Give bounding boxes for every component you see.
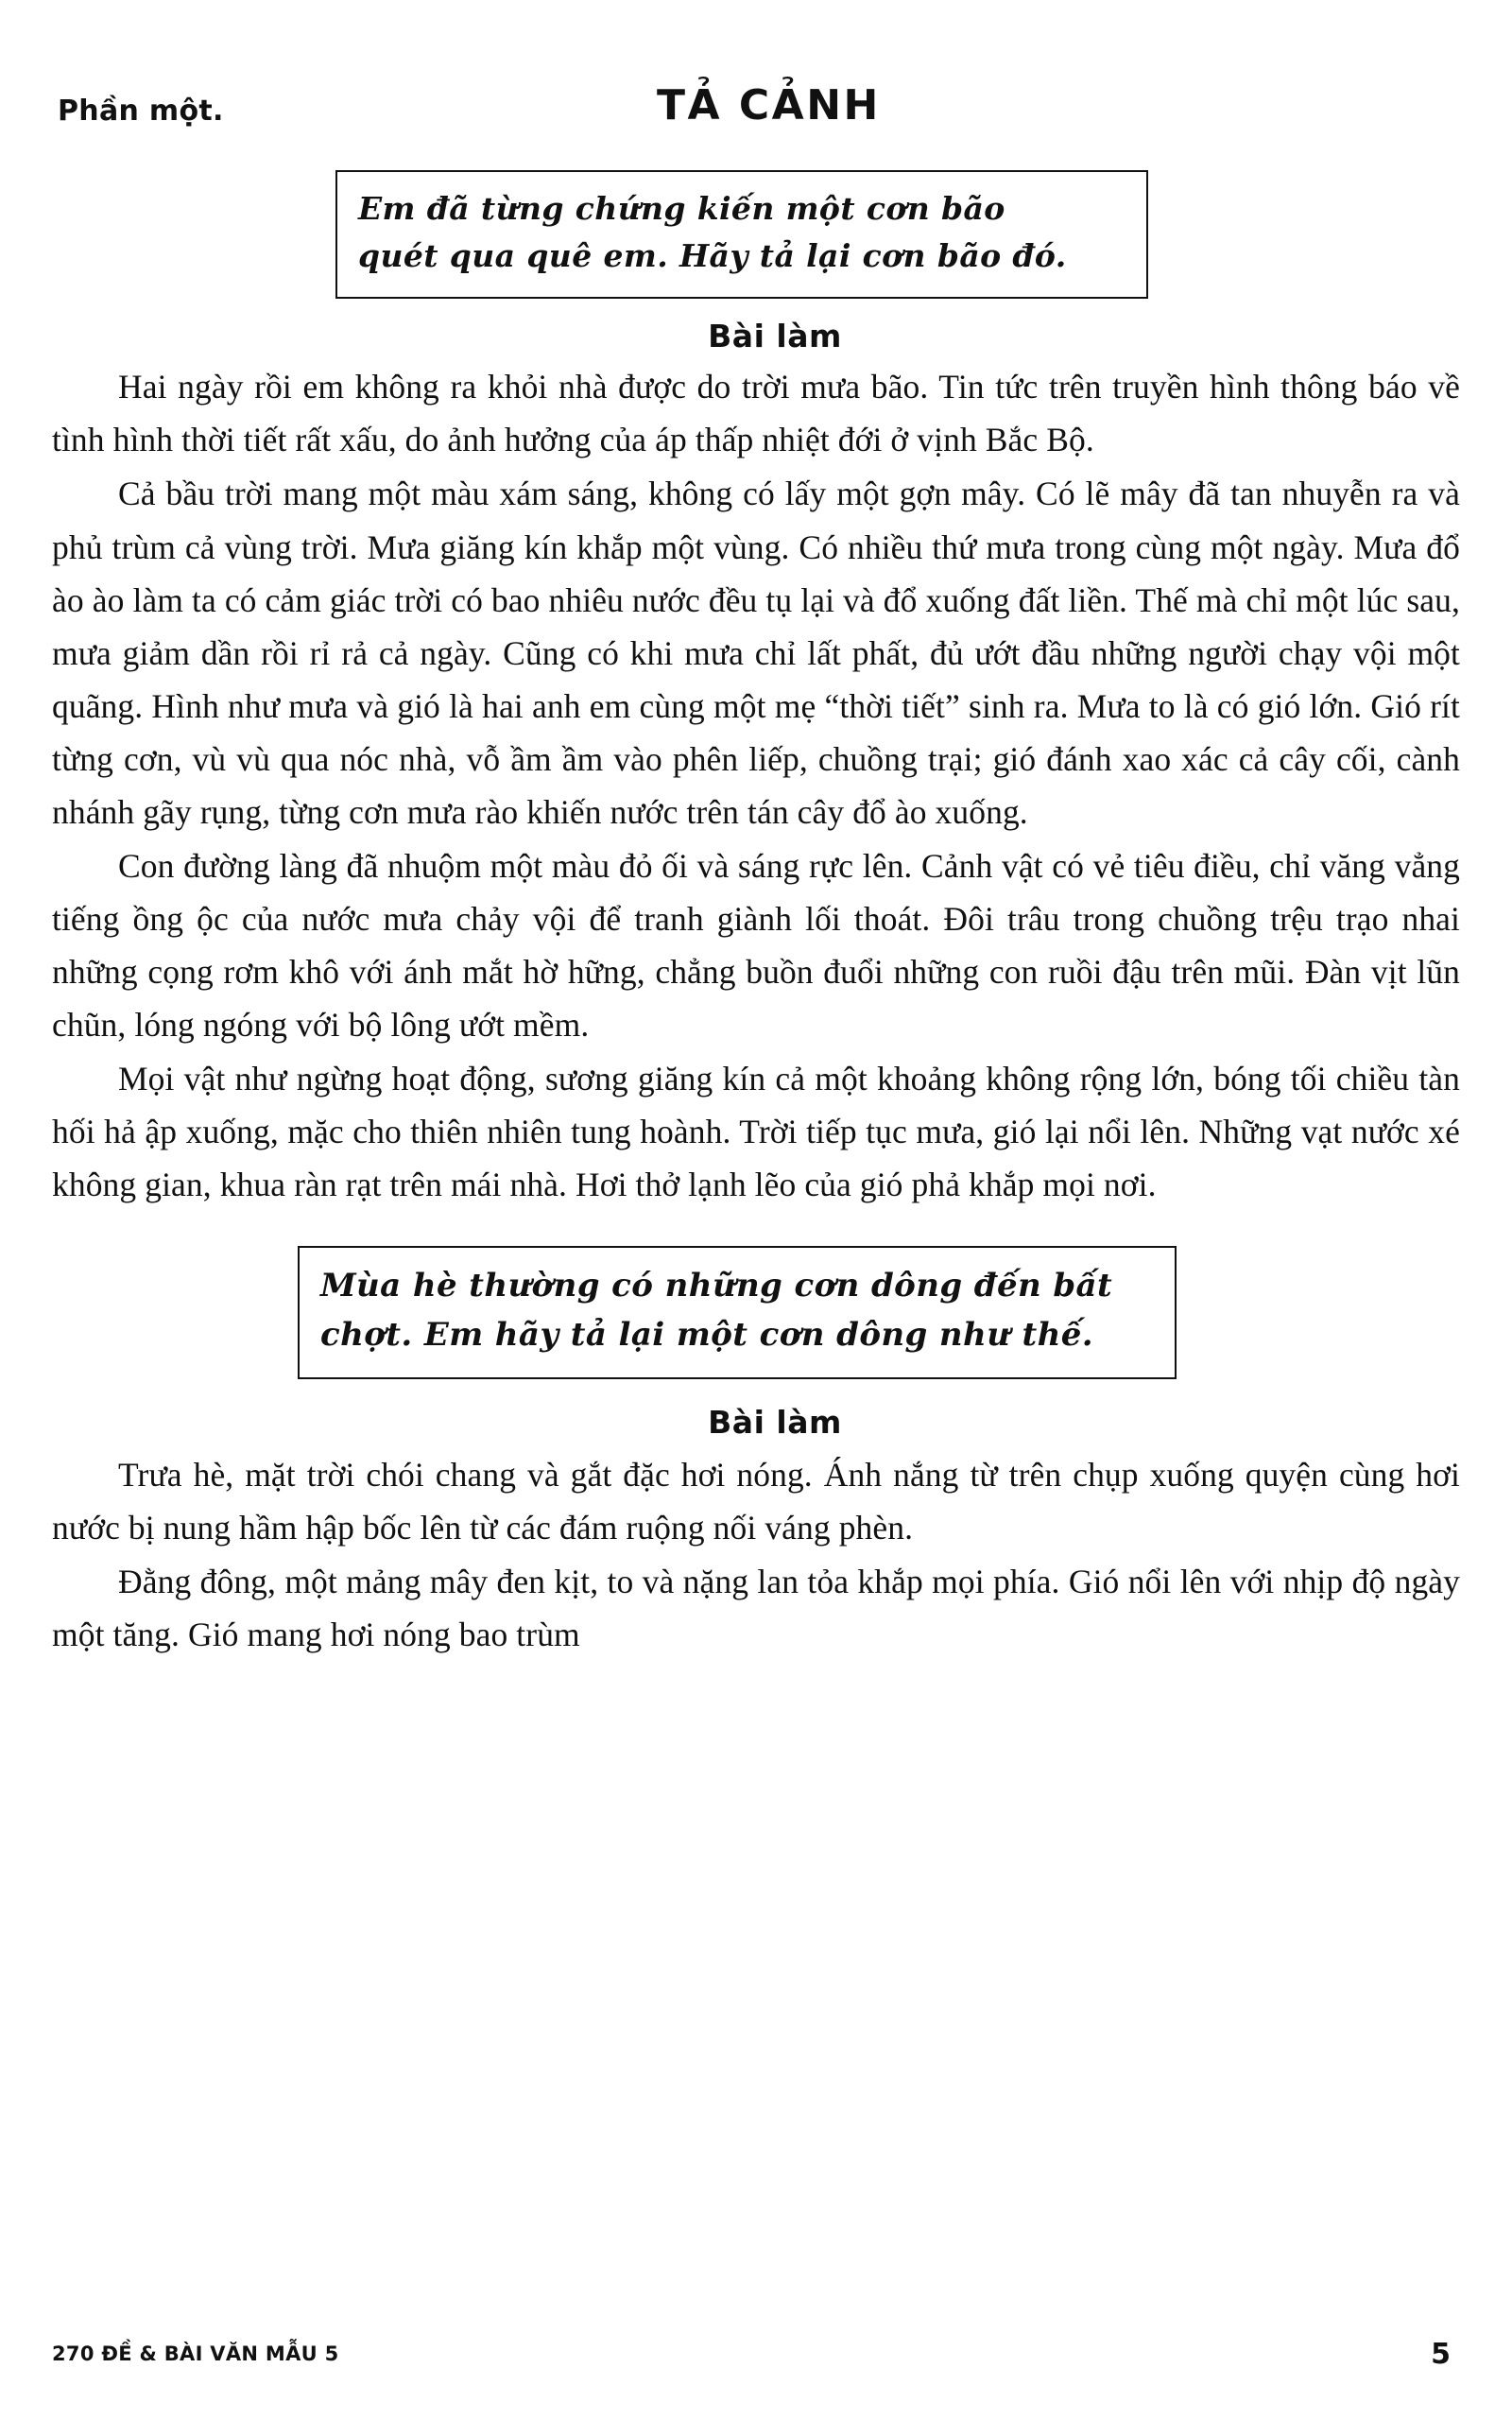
bailam-heading-one: Bài làm — [708, 318, 842, 355]
footer-book-title: 270 ĐỀ & BÀI VĂN MẪU 5 — [52, 2342, 339, 2365]
essay-one-paragraph-4: Mọi vật như ngừng hoạt động, sương giăng kín cả một khoảng không rộng lớn, bóng tối chiều tàn hối hả ập xuống, mặc cho thiên nhiên tung hoành. Trời tiếp tục mưa, gió lại nổi lên. Những vạt nước xé không gian, khua ràn rạt trên mái nhà. Hơi thở lạnh lẽo của gió phả khắp mọi nơi. — [52, 1060, 1460, 1204]
essay-two-paragraph-2: Đằng đông, một mảng mây đen kịt, to và nặng lan tỏa khắp mọi phía. Gió nổi lên với nhịp độ ngày một tăng. Gió mang hơi nóng bao trùm — [52, 1563, 1460, 1654]
essay-one-paragraph-3: Con đường làng đã nhuộm một màu đỏ ối và sáng rực lên. Cảnh vật có vẻ tiêu điều, chỉ văng vẳng tiếng ồng ộc của nước mưa chảy vội để tranh giành lối thoát. Đôi trâu trong chuồng trệu trạo nhai những cọng rơm khô với ánh mắt hờ hững, chẳng buồn đuổi những con ruồi đậu trên mũi. Đàn vịt lũn chũn, lóng ngóng với bộ lông ướt mềm. — [52, 847, 1460, 1045]
part-label: Phần một. — [58, 95, 224, 128]
essay-two-paragraph-1: Trưa hè, mặt trời chói chang và gắt đặc hơi nóng. Ánh nắng từ trên chụp xuống quyện cùng hơi nước bị nung hầm hập bốc lên từ các đám ruộng nối váng phèn. — [52, 1455, 1460, 1547]
essay-one-paragraph-2: Cả bầu trời mang một màu xám sáng, không có lấy một gợn mây. Có lẽ mây đã tan nhuyễn ra và phủ trùm cả vùng trời. Mưa giăng kín khắp một vùng. Có nhiều thứ mưa trong cùng một ngày. Mưa đổ ào ào làm ta có cảm giác trời có bao nhiêu nước đều tụ lại và đổ xuống đất liền. Thế mà chỉ một lúc sau, mưa giảm dần rồi rỉ rả cả ngày. Cũng có khi mưa chỉ lất phất, đủ ướt đầu những người chạy vội một quãng. Hình như mưa và gió là hai anh em cùng một mẹ “thời tiết” sinh ra. Mưa to là có gió lớn. Gió rít từng cơn, vù vù qua nóc nhà, vỗ ầm ầm vào phên liếp, chuồng trại; gió đánh xao xác cả cây cối, cành nhánh gãy rụng, từng cơn mưa rào khiến nước trên tán cây đổ ào xuống. — [52, 475, 1460, 831]
prompt-two-line-1: Mùa hè thường có những cơn dông đến bất — [320, 1266, 1113, 1305]
prompt-box-one — [335, 170, 1148, 299]
prompt-one-line-1: Em đã từng chứng kiến một cơn bão — [358, 190, 1005, 227]
prompt-one-line-2: quét qua quê em. Hãy tả lại cơn bão đó. — [358, 237, 1067, 275]
essay-one-paragraph-1: Hai ngày rồi em không ra khỏi nhà được do trời mưa bão. Tin tức trên truyền hình thông báo về tình hình thời tiết rất xấu, do ảnh hưởng của áp thấp nhiệt đới ở vịnh Bắc Bộ. — [52, 368, 1460, 459]
page-content — [52, 74, 1460, 1661]
bailam-heading-two: Bài làm — [708, 1403, 842, 1441]
page-footer — [52, 2327, 1460, 2371]
page-number: 5 — [1431, 2338, 1451, 2371]
prompt-box-two — [298, 1246, 1177, 1379]
section-title: TẢ CẢNH — [657, 81, 881, 130]
prompt-two-line-2: chợt. Em hãy tả lại một cơn dông như thế. — [320, 1316, 1094, 1355]
page-header — [52, 74, 1460, 164]
